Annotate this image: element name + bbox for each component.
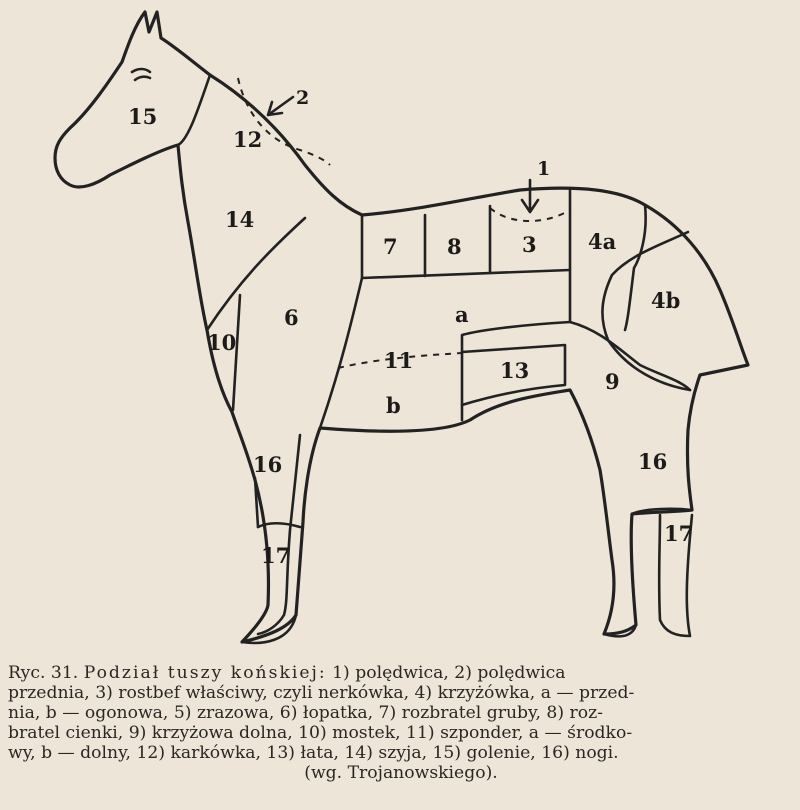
caption-line-3: nia, b — ogonowa, 5) zrazowa, 6) łopatka, 7) rozbratel gruby, 8) roz-: [8, 703, 603, 723]
figure-caption: [8, 663, 794, 783]
arrow-2: [268, 97, 293, 115]
label-6: 6: [284, 305, 299, 330]
caption-line1-text: 1) polędwica, 2) polędwica: [332, 663, 566, 683]
label-9: 9: [605, 369, 620, 394]
label-3: 3: [522, 232, 537, 257]
divider-4a-4b: [625, 205, 646, 330]
arrow-label-1: 1: [537, 158, 551, 180]
horse-outline: [55, 12, 748, 642]
label-11: 11: [384, 348, 414, 373]
label-17-front: 17: [261, 543, 291, 568]
shoulder-line-6: [320, 215, 362, 428]
caption-title: Podział tuszy końskiej:: [83, 663, 327, 683]
caption-line-2: przednia, 3) rostbef właściwy, czyli nerkówka, 4) krzyżówka, a — przed-: [8, 683, 635, 703]
label-4b: 4b: [651, 288, 681, 313]
label-7: 7: [383, 234, 398, 259]
label-b: b: [386, 393, 401, 418]
arrow-1: [522, 180, 538, 212]
caption-line-1: [8, 663, 794, 683]
label-17-back: 17: [664, 521, 694, 546]
caption-line-6: (wg. Trojanowskiego).: [304, 763, 498, 783]
caption-line-4: bratel cienki, 9) krzyżowa dolna, 10) mostek, 11) szponder, a — środko-: [8, 723, 633, 743]
eye-lid: [135, 77, 150, 80]
label-8: 8: [447, 234, 462, 259]
eye: [132, 69, 150, 72]
label-10: 10: [207, 330, 237, 355]
head-neck-line: [178, 75, 210, 145]
label-13: 13: [500, 358, 530, 383]
label-16-back: 16: [638, 449, 668, 474]
label-a: a: [455, 302, 469, 327]
flank-9: [570, 322, 690, 390]
label-16-front: 16: [253, 452, 283, 477]
caption-prefix: Ryc. 31.: [8, 663, 79, 683]
caption-line-5: wy, b — dolny, 12) karkówka, 13) łata, 14) szyja, 15) golenie, 16) nogi.: [8, 743, 619, 763]
label-4a: 4a: [588, 229, 617, 254]
back-lower-line: [362, 270, 570, 278]
arrow-label-2: 2: [296, 87, 310, 109]
label-15: 15: [128, 104, 158, 129]
label-12: 12: [233, 127, 263, 152]
label-14: 14: [225, 207, 255, 232]
